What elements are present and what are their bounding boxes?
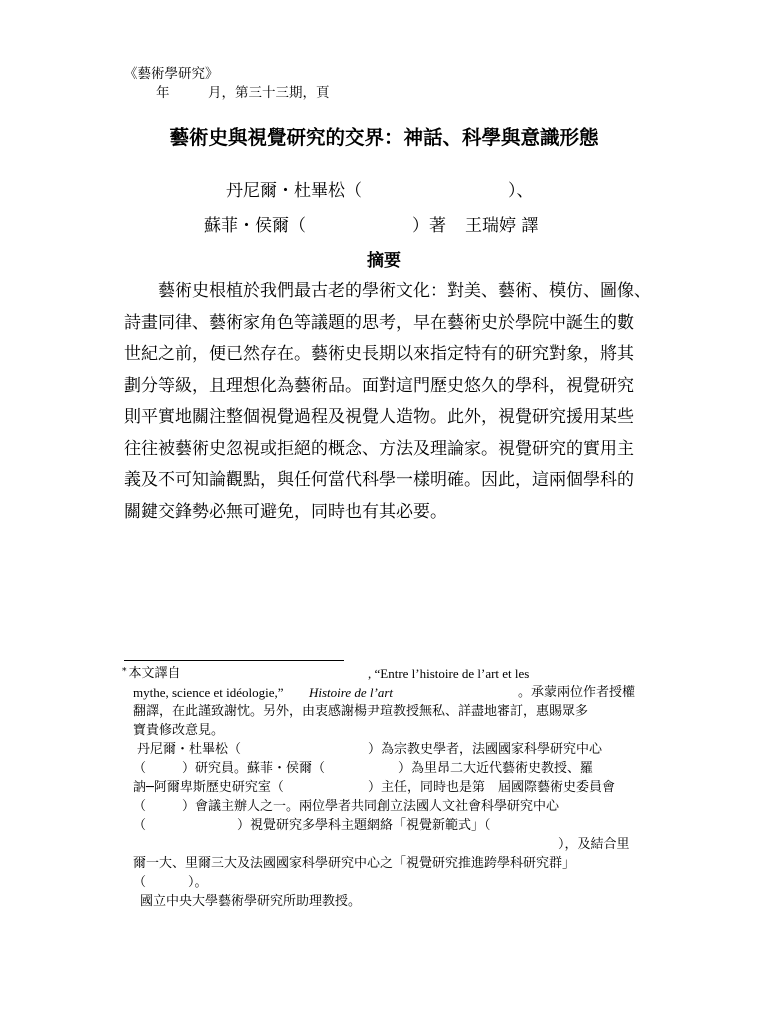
footnote-line [122, 778, 662, 797]
abstract-line: 往往被藝術史忽視或拒絕的概念、方法及理論家。視覺研究的實用主 [124, 438, 634, 459]
abstract-heading: 摘要 [367, 251, 401, 271]
footnote-line [122, 835, 662, 854]
footnote-text: mythe, science et idéologie,” [133, 685, 284, 700]
footnote-text: 丹尼爾・杜畢松（ [137, 742, 242, 757]
footnote-line [122, 721, 662, 740]
article-title: 藝術史與視覺研究的交界：神話、科學與意識形態 [169, 126, 599, 149]
footnote-text: 爾一大、里爾三大及法國國家科學研究中心之「視覺研究推進跨學科研究群」 [133, 856, 576, 871]
footnote-marker: * [122, 667, 127, 677]
footnote-line [122, 664, 662, 683]
footnote-text: ）主任，同時也是第 屆國際藝術史委員會 [368, 780, 616, 795]
footnotes [122, 664, 662, 911]
footnote-line [122, 797, 662, 816]
abstract-line: 世紀之前，便已然存在。藝術史長期以來指定特有的研究對象，將其 [124, 344, 634, 364]
abstract-line: 關鍵交鋒勢必無可避免，同時也有其必要。 [124, 501, 447, 522]
footnote-line [122, 702, 662, 721]
footnote-text: ）研究員。蘇菲・侯爾（ [182, 761, 326, 776]
footnote-text: 。承蒙兩位作者授權 [518, 685, 636, 700]
footnote-line [122, 816, 662, 835]
footnote-line [122, 740, 662, 759]
footnote-text: ）為宗教史學者，法國國家科學研究中心 [368, 742, 603, 757]
abstract-line: 義及不可知論觀點，與任何當代科學一樣明確。因此，這兩個學科的 [124, 470, 634, 490]
footnote-text: ）會議主辦人之一。兩位學者共同創立法國人文社會科學研究中心 [182, 799, 560, 814]
author-line1-close: ）、 [508, 181, 534, 201]
footnote-text: （ [133, 875, 147, 890]
issue-year-label: 年 [156, 85, 170, 101]
footnote-text: 翻譯，在此謹致謝忱。另外，由衷感謝楊尹瑄教授無私、詳盡地審訂，惠賜眾多 [133, 704, 589, 719]
author-line1-name: 丹尼爾・杜畢松（ [226, 181, 362, 201]
footnote-line [122, 892, 662, 911]
footnote-text: 國立中央大學藝術學研究所助理教授。 [140, 894, 362, 909]
footnote-text: ）視覺研究多學科主題網絡「視覺新範式」（ [237, 818, 491, 833]
footnote-line [122, 854, 662, 873]
abstract-line: 藝術史根植於我們最古老的學術文化：對美、藝術、模仿、圖像、 [124, 281, 651, 301]
abstract-line: 劃分等級，且理想化為藝術品。面對這門歷史悠久的學科，視覺研究 [124, 375, 634, 396]
footnote-line [122, 873, 662, 892]
footnote-text: , “Entre l’histoire de l’art et les [368, 666, 530, 681]
footnote-line [122, 759, 662, 778]
footnote-text: 本文譯自 [128, 666, 181, 681]
abstract-line: 詩畫同律、藝術家角色等議題的思考，早在藝術史於學院中誕生的數 [124, 312, 634, 333]
author-line2-close: ）著 [412, 216, 446, 236]
translator: 王瑞婷 譯 [465, 216, 539, 236]
footnote-text: 寶貴修改意見。 [133, 723, 225, 738]
footnote-text: （ [133, 761, 147, 776]
author-line2-name: 蘇菲・侯爾（ [204, 216, 306, 236]
issue-info: 月，第三十三期，頁 [208, 85, 330, 101]
footnote-text: （ [133, 799, 147, 814]
abstract-line: 則平實地關注整個視覺過程及視覺人造物。此外，視覺研究援用某些 [124, 407, 634, 427]
footnote-text: ），及結合里 [558, 837, 630, 852]
footnote-text: ）。 [188, 875, 208, 890]
journal-name: 《藝術學研究》 [124, 66, 219, 82]
footnote-text: 訥─阿爾卑斯歷史研究室（ [133, 780, 284, 795]
footnote-text: ）為里昂二大近代藝術史教授、羅 [398, 761, 594, 776]
footnote-separator [124, 660, 344, 661]
footnote-work-title: Histoire de l’art [309, 685, 394, 700]
abstract-body [124, 276, 664, 528]
footnote-text: （ [133, 818, 147, 833]
footnote-line [122, 683, 662, 702]
